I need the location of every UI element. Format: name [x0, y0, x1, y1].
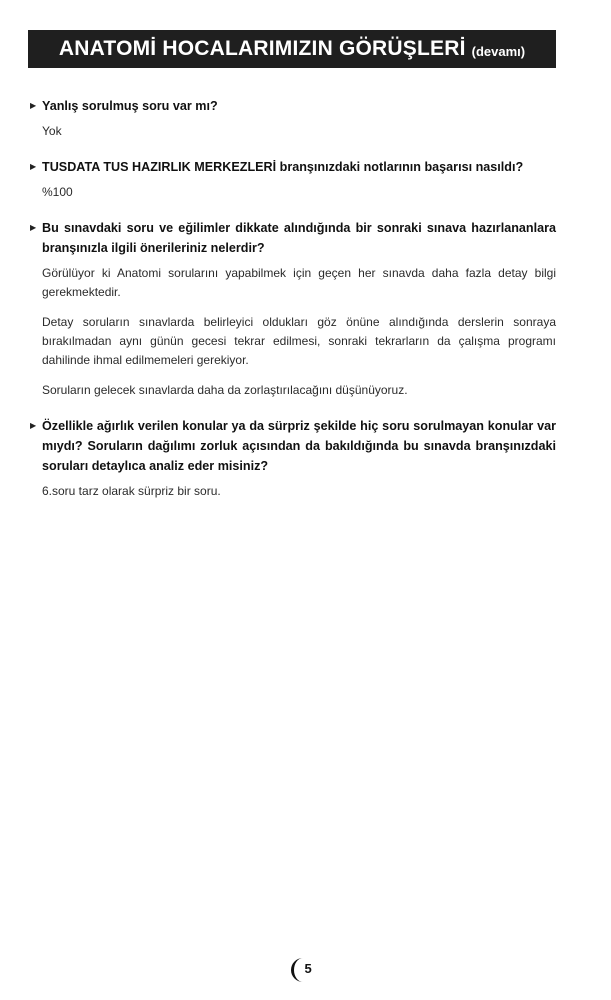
page-title: ANATOMİ HOCALARIMIZIN GÖRÜŞLERİ: [58, 37, 466, 60]
triangle-right-icon: ▶: [30, 223, 37, 232]
triangle-right-icon: ▶: [30, 101, 37, 110]
question-1: [30, 96, 556, 116]
answer-paragraph: Görülüyor ki Anatomi sorularını yapabilmek için geçen her sınavda daha fazla detay bilgi gerekmektedir.: [42, 266, 556, 299]
question-text: Bu sınavdaki soru ve eğilimler dikkate alındığında bir sonraki sınava hazırlananlara branşınızla ilgili önerileriniz nelerdir?: [42, 221, 556, 255]
page-header: [28, 30, 556, 68]
qa-item-2: [30, 157, 556, 202]
qa-item-1: [30, 96, 556, 141]
answer-paragraph: 6.soru tarz olarak sürpriz bir soru.: [42, 484, 221, 498]
question-4: [30, 416, 556, 476]
question-text: TUSDATA TUS HAZIRLIK MERKEZLERİ branşınızdaki notlarının başarısı nasıldı?: [42, 160, 524, 174]
page-subtitle: (devamı): [471, 43, 526, 59]
question-3: [30, 218, 556, 258]
answer-paragraph: %100: [42, 185, 73, 199]
answer-paragraph: Detay soruların sınavlarda belirleyici oldukları göz önüne alındığında derslerin sonraya bırakılmadan aynı günün gecesi tekrar edilmesi, sonraki tekrarların da çalışma programı dahilinde ihmal edilmemeleri gerekiyor.: [42, 315, 556, 367]
page-number: 5: [304, 961, 312, 976]
page-footer: [0, 955, 611, 985]
question-text: Özellikle ağırlık verilen konular ya da sürpriz şekilde hiç soru sorulmayan konular var mıydı? Soruların dağılımı zorluk açısından da bakıldığında bu sınavda branşınızdaki soruları detaylıca analiz eder misiniz?: [42, 419, 556, 473]
qa-item-4: [30, 416, 556, 501]
triangle-right-icon: ▶: [30, 421, 37, 430]
question-2: [30, 157, 556, 177]
answer-paragraph: Soruların gelecek sınavlarda daha da zorlaştırılacağını düşünüyoruz.: [42, 383, 408, 397]
qa-item-3: [30, 218, 556, 400]
crescent-logo-icon: [286, 955, 326, 985]
triangle-right-icon: ▶: [30, 162, 37, 171]
qa-list: [30, 96, 556, 517]
question-text: Yanlış sorulmuş soru var mı?: [42, 99, 218, 113]
answer-paragraph: Yok: [42, 124, 62, 138]
